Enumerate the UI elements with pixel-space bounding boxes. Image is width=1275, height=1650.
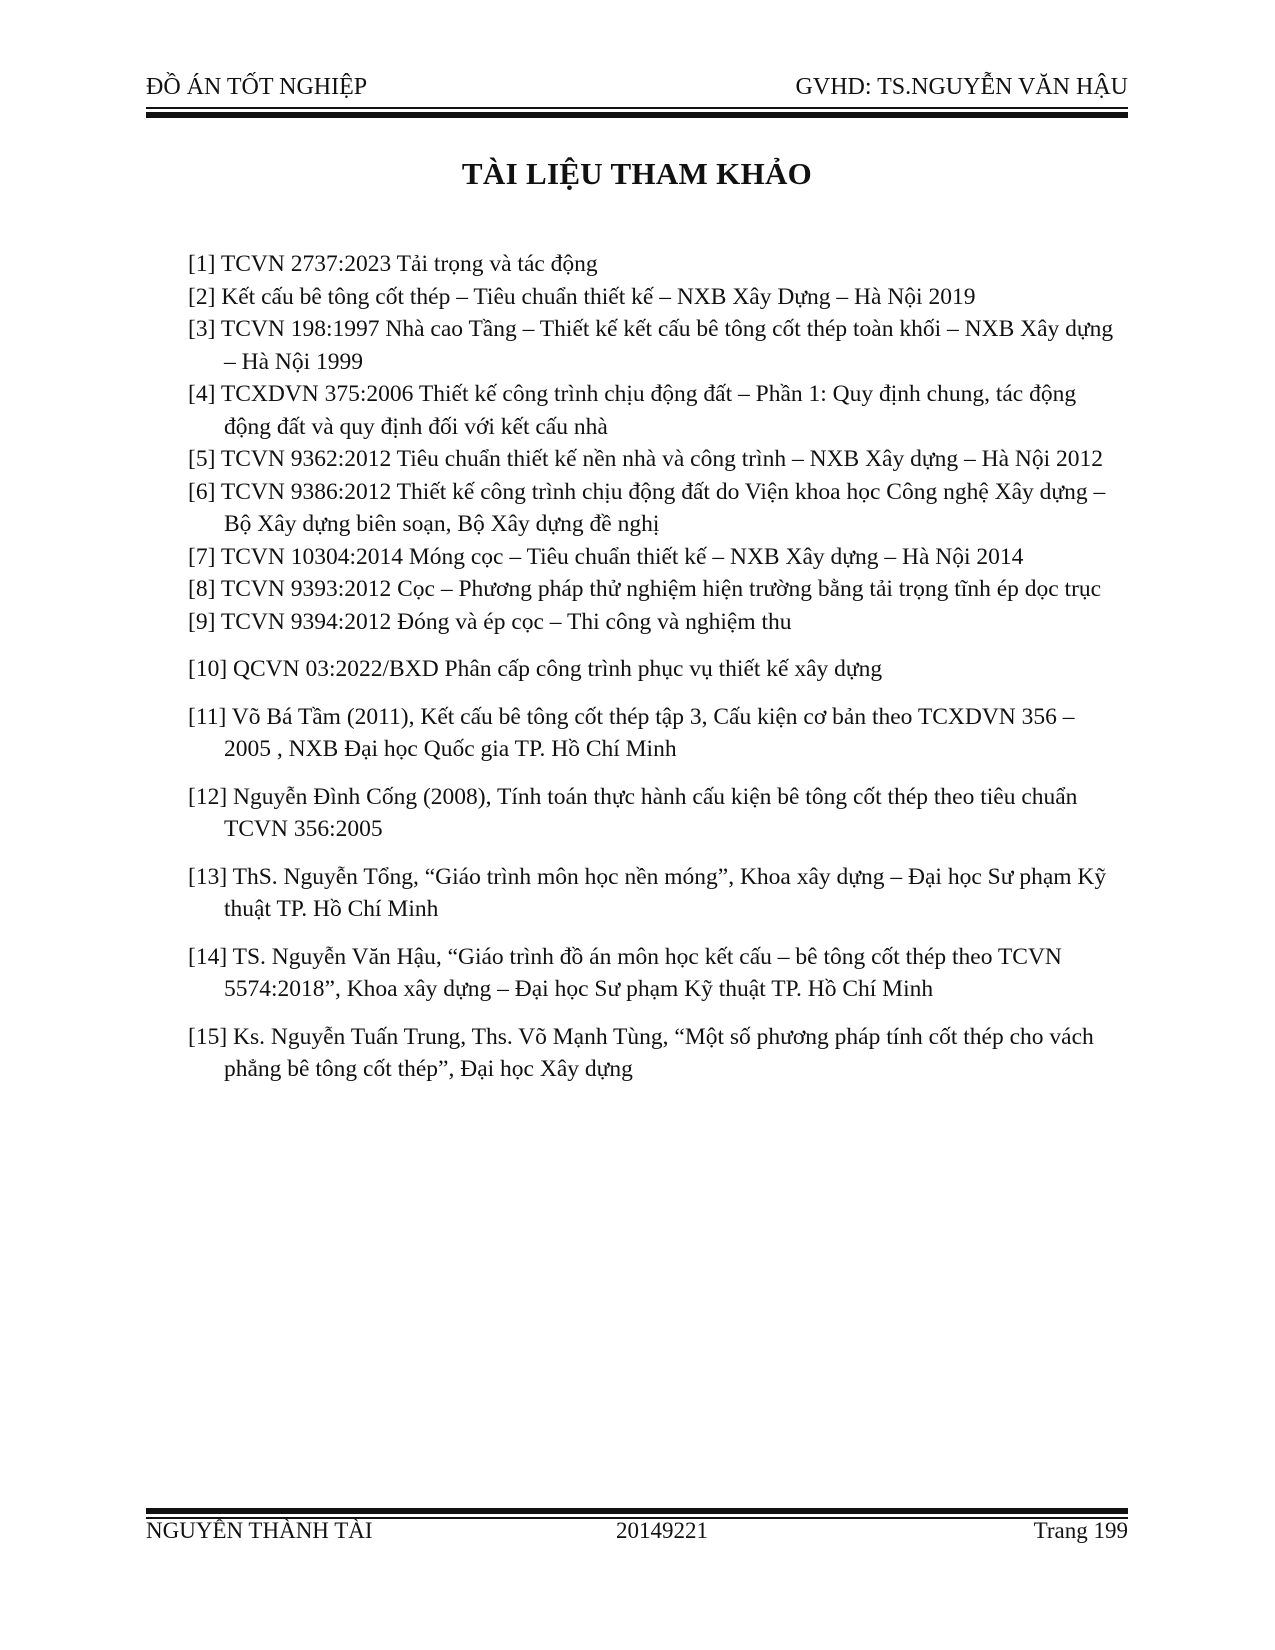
reference-text: Nguyễn Đình Cống (2008), Tính toán thực hành cấu kiện bê tông cốt thép theo tiêu chuẩn TCVN 356:2005	[224, 783, 1078, 842]
reference-text: TCVN 198:1997 Nhà cao Tầng – Thiết kế kết cấu bê tông cốt thép toàn khối – NXB Xây dựng – Hà Nội 1999	[220, 316, 1114, 375]
reference-text: Võ Bá Tầm (2011), Kết cấu bê tông cốt thép tập 3, Cấu kiện cơ bản theo TCXDVN 356 – 2005 , NXB Đại học Quốc gia TP. Hồ Chí Minh	[224, 703, 1075, 762]
reference-item-7	[188, 541, 1118, 574]
reference-number: [7]	[188, 543, 216, 570]
page-header	[146, 72, 1128, 108]
reference-number: [15]	[188, 1023, 228, 1050]
reference-text: TCVN 9394:2012 Đóng và ép cọc – Thi công và nghiệm thu	[220, 608, 792, 635]
reference-number: [4]	[188, 381, 216, 407]
page-footer	[146, 1518, 1128, 1552]
reference-list	[188, 248, 1118, 1086]
author-name: NGUYỄN THÀNH TÀI	[146, 1518, 373, 1543]
reference-text: TS. Nguyễn Văn Hậu, “Giáo trình đồ án môn học kết cấu – bê tông cốt thép theo TCVN 5574:2018”, Khoa xây dựng – Đại học Sư phạm Kỹ thuật TP. Hồ Chí Minh	[224, 943, 1062, 1002]
page-title: TÀI LIỆU THAM KHẢO	[461, 156, 813, 191]
reference-text: TCVN 9362:2012 Tiêu chuẩn thiết kế nền nhà và công trình – NXB Xây dựng – Hà Nội 2012	[220, 446, 1103, 472]
reference-number: [5]	[188, 446, 216, 472]
reference-item-13	[188, 861, 1118, 926]
reference-number: [14]	[188, 943, 228, 970]
reference-item-15	[188, 1021, 1118, 1086]
reference-item-2	[188, 281, 1118, 314]
header-divider	[146, 107, 1128, 118]
reference-text: TCVN 2737:2023 Tải trọng và tác động	[220, 251, 598, 277]
student-id: 20149221	[616, 1518, 708, 1543]
reference-text: ThS. Nguyễn Tổng, “Giáo trình môn học nền móng”, Khoa xây dựng – Đại học Sư phạm Kỹ thuật TP. Hồ Chí Minh	[224, 863, 1107, 922]
reference-item-8	[188, 573, 1118, 606]
reference-item-14	[188, 941, 1118, 1006]
reference-item-4	[188, 378, 1118, 443]
reference-text: QCVN 03:2022/BXD Phân cấp công trình phục vụ thiết kế xây dựng	[233, 656, 883, 682]
reference-item-10	[188, 653, 1118, 686]
reference-text: TCVN 9386:2012 Thiết kế công trình chịu động đất do Viện khoa học Công nghệ Xây dựng – Bộ Xây dựng biên soạn, Bộ Xây dựng đề nghị	[220, 478, 1106, 537]
reference-number: [11]	[188, 703, 227, 730]
reference-number: [1]	[188, 251, 216, 277]
reference-number: [10]	[188, 656, 228, 682]
reference-number: [13]	[188, 863, 228, 890]
page-number: Trang 199	[1033, 1518, 1128, 1543]
reference-text: Ks. Nguyễn Tuấn Trung, Ths. Võ Mạnh Tùng, “Một số phương pháp tính cốt thép cho vách phẳng bê tông cốt thép”, Đại học Xây dựng	[224, 1023, 1094, 1082]
reference-number: [3]	[188, 316, 216, 342]
reference-number: [9]	[188, 608, 216, 635]
reference-item-9	[188, 606, 1118, 639]
header-left-text: ĐỒ ÁN TỐT NGHIỆP	[146, 74, 368, 100]
reference-item-3	[188, 313, 1118, 378]
reference-text: TCVN 10304:2014 Móng cọc – Tiêu chuẩn thiết kế – NXB Xây dựng – Hà Nội 2014	[220, 543, 1024, 570]
reference-item-6	[188, 476, 1118, 541]
reference-item-11	[188, 701, 1118, 766]
reference-number: [8]	[188, 576, 216, 602]
reference-item-1	[188, 248, 1118, 281]
reference-text: TCXDVN 375:2006 Thiết kế công trình chịu động đất – Phần 1: Quy định chung, tác động động đất và quy định đối với kết cấu nhà	[220, 381, 1077, 440]
header-right-text: GVHD: TS.NGUYỄN VĂN HẬU	[795, 74, 1128, 100]
reference-item-5	[188, 443, 1118, 476]
reference-text: Kết cấu bê tông cốt thép – Tiêu chuẩn thiết kế – NXB Xây Dựng – Hà Nội 2019	[221, 283, 976, 310]
reference-item-12	[188, 781, 1118, 846]
reference-number: [6]	[188, 478, 216, 505]
reference-number: [2]	[188, 283, 216, 310]
reference-number: [12]	[188, 783, 228, 810]
reference-text: TCVN 9393:2012 Cọc – Phương pháp thử nghiệm hiện trường bằng tải trọng tĩnh ép dọc trục	[220, 576, 1102, 602]
